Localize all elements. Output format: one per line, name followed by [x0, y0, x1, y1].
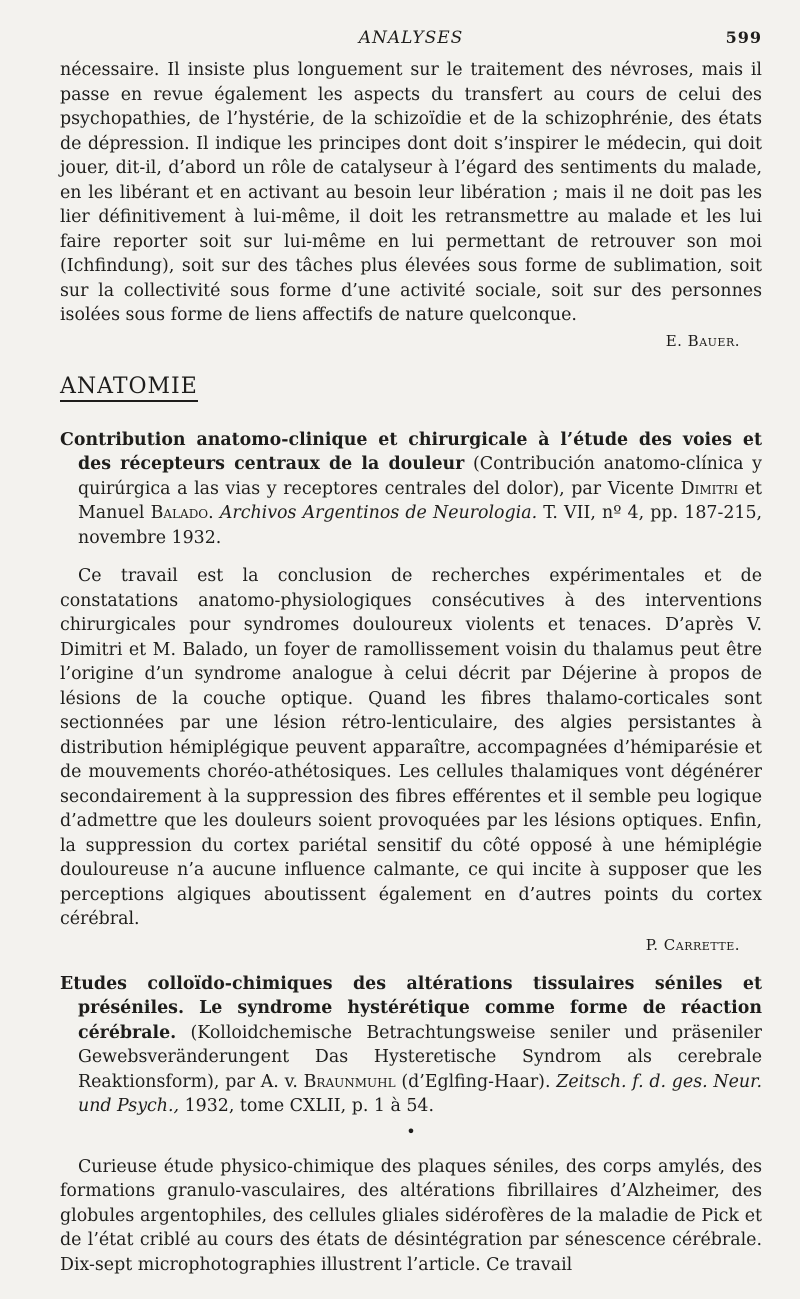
- entry-journal: Zeitsch. f. d. ges. Neur. und Psych.,: [78, 1071, 763, 1116]
- running-title: ANALYSES: [358, 28, 464, 48]
- entry-reference: T. VII, nº 4, pp. 187-215, novembre 1932.: [78, 503, 763, 548]
- entry-reference: 1932, tome CXLII, p. 1 à 54.: [184, 1096, 435, 1116]
- review-entry: [60, 428, 762, 954]
- review-entry: [60, 972, 762, 1278]
- reviewer-signature: P. Carrette.: [645, 935, 740, 954]
- entry-title: Contribution anatomo-clinique et chirurgicale à l’étude des voies et des récepteurs centraux de la douleur: [60, 429, 762, 474]
- entry-connector: et Manuel: [78, 478, 763, 523]
- entry-abstract: Curieuse étude physico-chimique des plaques séniles, des corps amylés, des formations granulo-vasculaires, des altérations fibrillaires d’Alzheimer, des globules argentophiles, des cellules gliales sidérofères de la maladie de Pick et de l’état criblé au cours des états de désintégration par sénescence cérébrale. Dix-sept microphotographies illustrent l’article. Ce travail: [60, 1156, 762, 1275]
- divider-dot: •: [406, 1121, 416, 1141]
- entry-affiliation: (d’Eglfing-Haar).: [401, 1071, 551, 1092]
- entry-journal: Archivos Argentinos de Neurologia.: [219, 503, 538, 523]
- entry-title: Etudes colloïdo-chimiques des altérations tissulaires séniles et préséniles. Le syndrome hystérétique comme forme de réaction cérébrale.: [60, 973, 762, 1043]
- spacer: [60, 954, 762, 972]
- entry-author: Balado.: [150, 503, 214, 523]
- entry-translation: (Kolloidchemische Betrachtungsweise seniler und präseniler Gewebsveränderungent Das Hysteretische Syndrom als cerebrale Reaktionsform), par A. v.: [78, 1022, 762, 1092]
- entry-author: Braunmuhl: [303, 1071, 396, 1092]
- continued-paragraph: nécessaire. Il insiste plus longuement sur le traitement des névroses, mais il passe en revue également les aspects du transfert au cours de celui des psychopathies, de l’hystérie, de la schizoïdie et de la schizophrénie, des états de dépression. Il indique les principes dont doit s’inspirer le médecin, qui doit jouer, dit-il, d’abord un rôle de catalyseur à l’égard des sentiments du malade, en les libérant et en activant au besoin leur libération ; mais il ne doit pas les lier définitivement à lui-même, il doit les retransmettre au malade et les lui faire reporter soit sur lui-même en lui permettant de retrouver son moi (Ichfindung), soit sur des tâches plus élevées sous forme de sublimation, soit sur la collectivité sous forme d’une activité sociale, soit sur des personnes isolées sous forme de liens affectifs de nature quelconque.: [60, 60, 762, 325]
- page-number: 599: [725, 28, 762, 47]
- reviewer-signature: E. Bauer.: [665, 331, 740, 350]
- entry-citation: [60, 972, 762, 1119]
- entry-translation: (Contribución anatomo-clínica y quirúrgica a las vias y receptores centrales del dolor), par Vicente: [78, 454, 763, 499]
- entry-citation: [60, 428, 762, 551]
- entry-abstract: Ce travail est la conclusion de recherches expérimentales et de constatations anatomo-physiologiques consécutives à des interventions chirurgicales pour syndromes douloureux violents et tenaces. D’après V. Dimitri et M. Balado, un foyer de ramollissement voisin du thalamus peut être l’origine d’un syndrome analogue à celui décrit par Déjerine à propos de lésions de la couche optique. Quand les fibres thalamo-corticales sont sectionnées par une lésion rétro-lenticulaire, des algies persistantes à distribution hémiplégique peuvent apparaître, accompagnées d’hémiparésie et de mouvements choréo-athétosiques. Les cellules thalamiques vont dégénérer secondairement à la suppression des fibres efférentes et il semble peu logique d’admettre que les douleurs soient provoquées par les lésions optiques. Enfin, la suppression du cortex pariétal sensitif du côté opposé à une hémiplégie douloureuse n’a aucune influence calmante, ce qui incite à supposer que les perceptions algiques aboutissent également en d’autres points du cortex cérébral.: [60, 566, 762, 929]
- running-header: [60, 28, 762, 58]
- section-heading: ANATOMIE: [60, 374, 198, 402]
- entry-author: Dimitri: [680, 478, 739, 499]
